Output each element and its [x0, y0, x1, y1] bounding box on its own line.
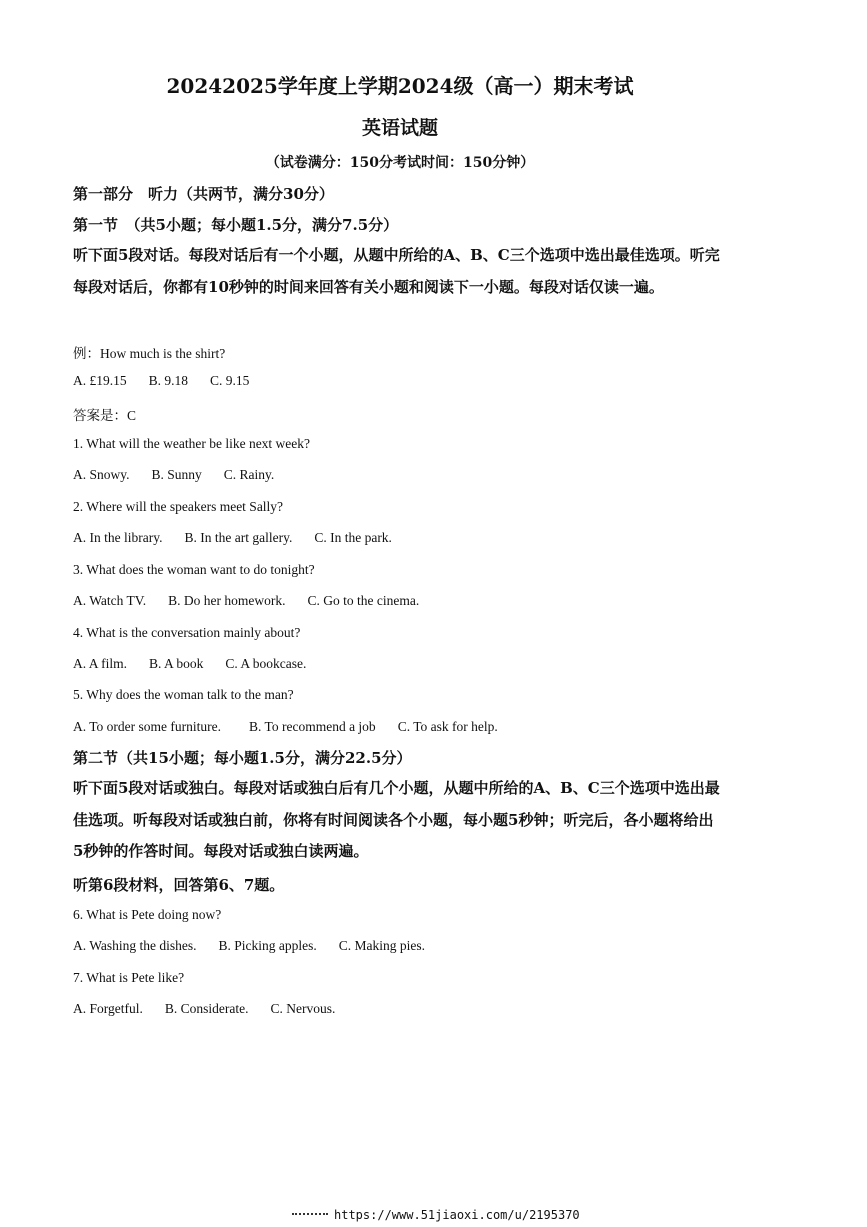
option: C. A bookcase. [225, 656, 307, 671]
options-7 [73, 1001, 357, 1017]
option: A. Washing the dishes. [73, 938, 197, 953]
question-3: 3. What does the woman want to do tonight? [73, 562, 315, 577]
question-4: 4. What is the conversation mainly about? [73, 625, 301, 640]
option: B. Do her homework. [168, 593, 286, 608]
options-3 [73, 593, 441, 609]
option: B. Considerate. [164, 1001, 249, 1016]
section2-heading: 第二节（共15小题；每小题1.5分，满分22.5分） [73, 749, 412, 767]
option: B. Picking apples. [218, 938, 317, 953]
option: B. A book [149, 656, 204, 671]
option: B. In the art gallery. [184, 530, 293, 545]
options-2 [73, 530, 414, 546]
option: C. In the park. [314, 530, 392, 545]
option: A. Forgetful. [73, 1001, 143, 1016]
example-answer: 答案是：C [73, 408, 137, 423]
option: C. Go to the cinema. [307, 593, 420, 608]
footer-url[interactable]: https://www.51jiaoxi.com/u/2195370 [334, 1208, 580, 1222]
subject-title: 英语试题 [361, 117, 438, 139]
question-2: 2. Where will the speakers meet Sally? [73, 499, 284, 514]
option: C. To ask for help. [397, 719, 498, 734]
option: C. Nervous. [270, 1001, 336, 1016]
option: B. 9.18 [148, 373, 189, 388]
question-5: 5. Why does the woman talk to the man? [73, 687, 294, 702]
example-options [73, 373, 271, 389]
option: C. Making pies. [338, 938, 426, 953]
part1-heading: 第一部分 听力（共两节，满分30分） [73, 185, 334, 203]
watermark-logo-icon [292, 1213, 328, 1219]
options-4 [73, 656, 328, 672]
example-question: 例：How much is the shirt? [73, 346, 226, 361]
option: B. Sunny [151, 467, 202, 482]
exam-note: （试卷满分：150分考试时间：150分钟） [265, 155, 535, 171]
question-1: 1. What will the weather be like next week? [73, 436, 311, 451]
option: A. To order some furniture. [73, 719, 222, 734]
exam-title: 20242025学年度上学期2024级（高一）期末考试 [166, 74, 634, 98]
question-7: 7. What is Pete like? [73, 970, 185, 985]
options-5 [73, 719, 520, 735]
question-6: 6. What is Pete doing now? [73, 907, 222, 922]
options-1 [73, 467, 296, 483]
material-heading: 听第6段材料，回答第6、7题。 [73, 876, 285, 894]
option: A. £19.15 [73, 373, 127, 388]
option: A. Snowy. [73, 467, 130, 482]
option: C. 9.15 [210, 373, 250, 388]
section1-heading: 第一节 （共5小题；每小题1.5分，满分7.5分） [73, 216, 399, 234]
option: A. Watch TV. [73, 593, 147, 608]
section1-instructions: 听下面5段对话。每段对话后有一个小题，从题中所给的A、B、C三个选项中选出最佳选项。听完每段对话后，你都有10秒钟的时间来回答有关小题和阅读下一小题。每段对话仅读一遍。 [73, 246, 720, 296]
option: B. To recommend a job [249, 719, 376, 734]
option: C. Rainy. [223, 467, 275, 482]
option: A. A film. [73, 656, 128, 671]
options-6 [73, 938, 447, 954]
option: A. In the library. [73, 530, 163, 545]
footer [292, 1208, 580, 1222]
section2-instructions: 听下面5段对话或独白。每段对话或独白后有几个小题，从题中所给的A、B、C三个选项中选出最佳选项。听每段对话或独白前，你将有时间阅读各个小题，每小题5秒钟；听完后，各小题将给出5秒钟的作答时间。每段对话或独白读两遍。 [73, 779, 720, 860]
